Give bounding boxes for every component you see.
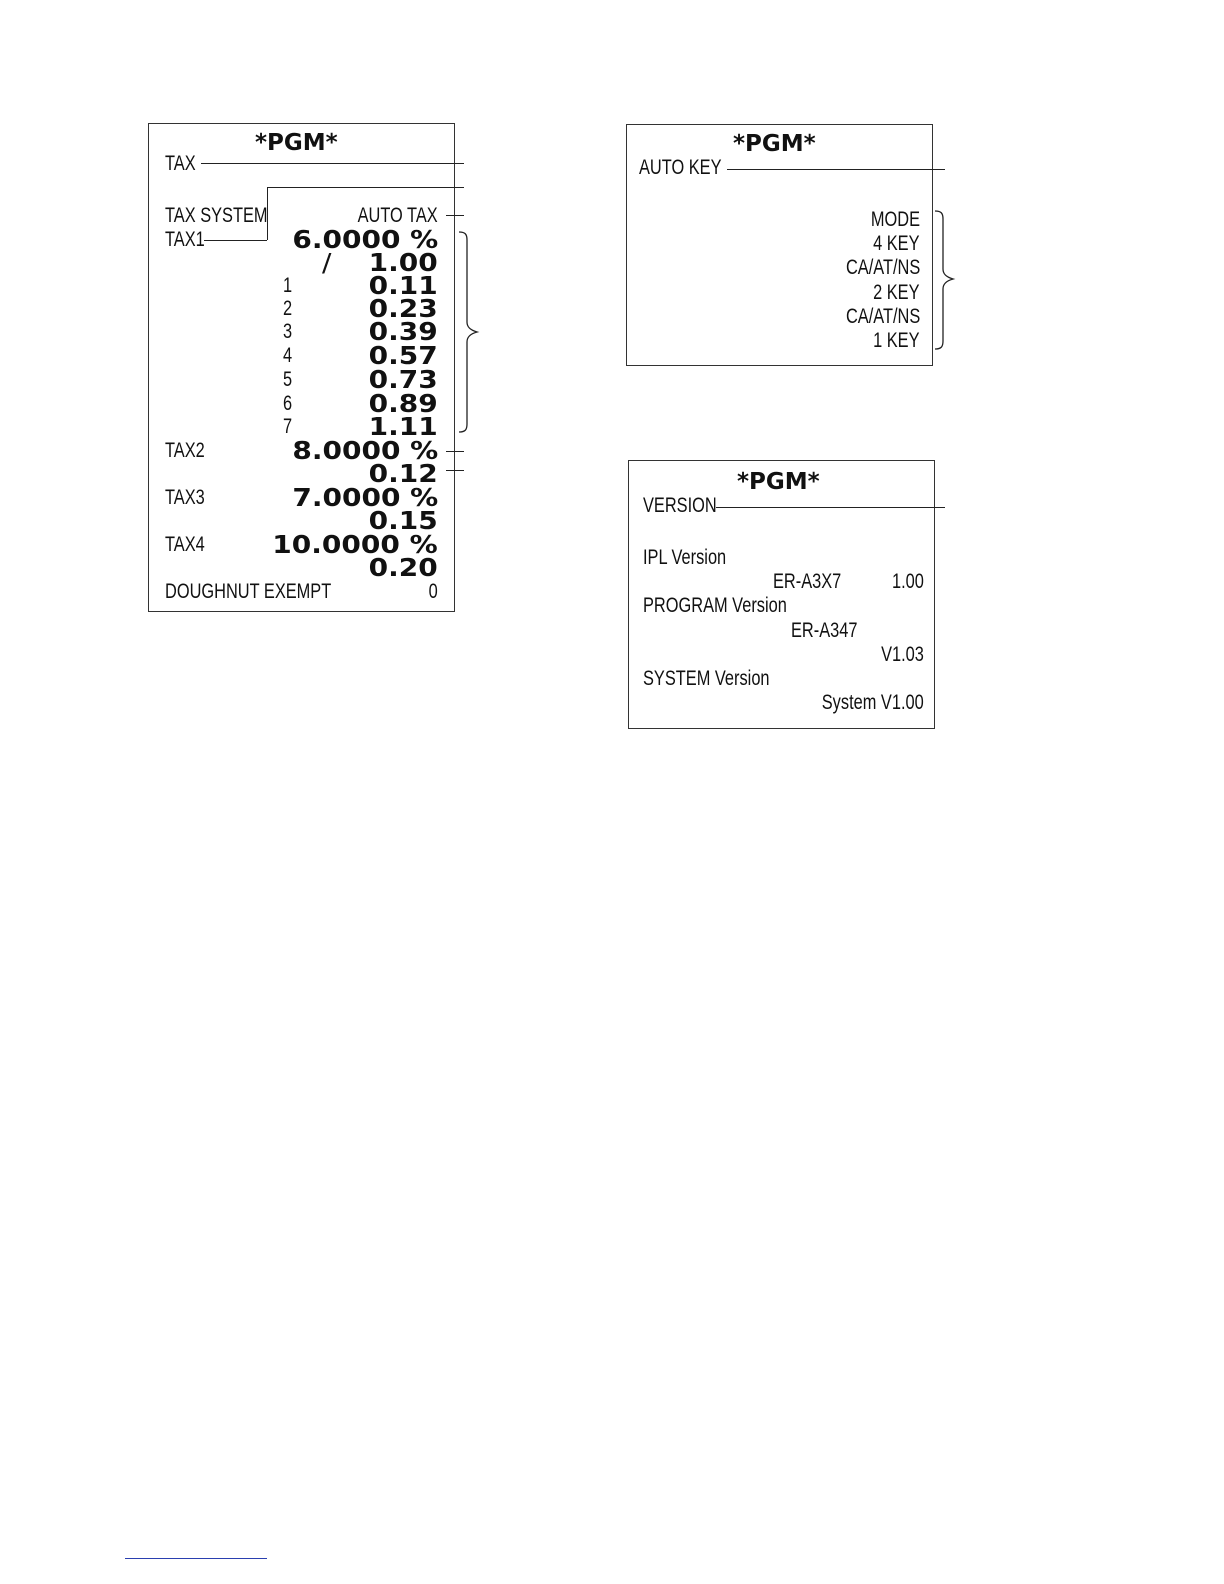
autokey-line: 2 KEY: [873, 281, 920, 304]
ipl-model: ER-A3X7: [773, 570, 842, 593]
tax-receipt-title: *PGM*: [255, 130, 338, 156]
tax1-row-number: 6: [283, 392, 293, 415]
tax-system-label: TAX SYSTEM: [165, 204, 268, 227]
tax2-rate: 8.0000 %: [292, 436, 438, 465]
program-model: ER-A347: [791, 619, 858, 642]
footer-divider: [125, 1558, 267, 1559]
tax1-row-value: 0.57: [368, 341, 438, 370]
doughnut-exempt-value: 0: [428, 580, 438, 603]
version-receipt-title: *PGM*: [737, 469, 820, 495]
tax1-row-value: 1.11: [368, 412, 438, 441]
tax1-row-number: 2: [283, 297, 293, 320]
ipl-version-label: IPL Version: [643, 546, 727, 569]
program-version-label: PROGRAM Version: [643, 594, 787, 617]
tax1-label: TAX1: [165, 228, 205, 251]
system-version-value: System V1.00: [822, 691, 924, 714]
tax1-row-number: 1: [283, 274, 293, 297]
autokey-line: CA/AT/NS: [845, 305, 920, 328]
tax2-rate-leader: [446, 451, 464, 452]
tax1-row-value: 0.73: [368, 365, 438, 394]
tax2-label: TAX2: [165, 439, 205, 462]
autokey-lines-brace: [933, 209, 959, 351]
tax1-row-number: 5: [283, 368, 293, 391]
ipl-version-number: 1.00: [892, 570, 924, 593]
tax1-leader-top: [267, 187, 464, 188]
autokey-line: MODE: [870, 208, 920, 231]
tax1-row-number: 4: [283, 344, 293, 367]
tax1-row-value: 0.89: [368, 389, 438, 418]
tax1-slash: /: [321, 248, 331, 277]
tax1-leader-vertical: [267, 187, 268, 240]
tax1-leader-bottom: [204, 240, 267, 241]
autokey-line: 1 KEY: [873, 329, 920, 352]
tax1-row-value: 0.11: [368, 271, 438, 300]
version-header: VERSION: [643, 494, 717, 517]
tax-system-leader: [446, 215, 464, 216]
tax4-value: 0.20: [368, 553, 438, 582]
autokey-line: CA/AT/NS: [845, 256, 920, 279]
program-version-number: V1.03: [881, 643, 924, 666]
autokey-header-leader: [727, 169, 945, 170]
autokey-receipt-title: *PGM*: [733, 131, 816, 157]
tax3-rate: 7.0000 %: [292, 483, 438, 512]
tax1-rate: 6.0000 %: [292, 225, 438, 254]
tax1-row-value: 0.39: [368, 317, 438, 346]
tax3-label: TAX3: [165, 486, 205, 509]
tax2-value-leader: [446, 470, 464, 471]
tax2-value: 0.12: [368, 459, 438, 488]
tax1-row-value: 0.23: [368, 294, 438, 323]
doughnut-exempt-label: DOUGHNUT EXEMPT: [165, 580, 332, 603]
tax-system-value: AUTO TAX: [357, 204, 438, 227]
tax3-value: 0.15: [368, 506, 438, 535]
tax1-table-brace: [457, 230, 483, 435]
autokey-header: AUTO KEY: [639, 156, 722, 179]
tax4-label: TAX4: [165, 533, 205, 556]
tax4-rate: 10.0000 %: [272, 530, 438, 559]
system-version-label: SYSTEM Version: [643, 667, 770, 690]
tax1-row-number: 7: [283, 415, 293, 438]
tax1-first-value: 1.00: [368, 248, 438, 277]
autokey-line: 4 KEY: [873, 232, 920, 255]
version-header-leader: [716, 507, 945, 508]
tax-header-leader: [201, 163, 464, 164]
tax-header: TAX: [165, 152, 196, 175]
tax1-row-number: 3: [283, 320, 293, 343]
